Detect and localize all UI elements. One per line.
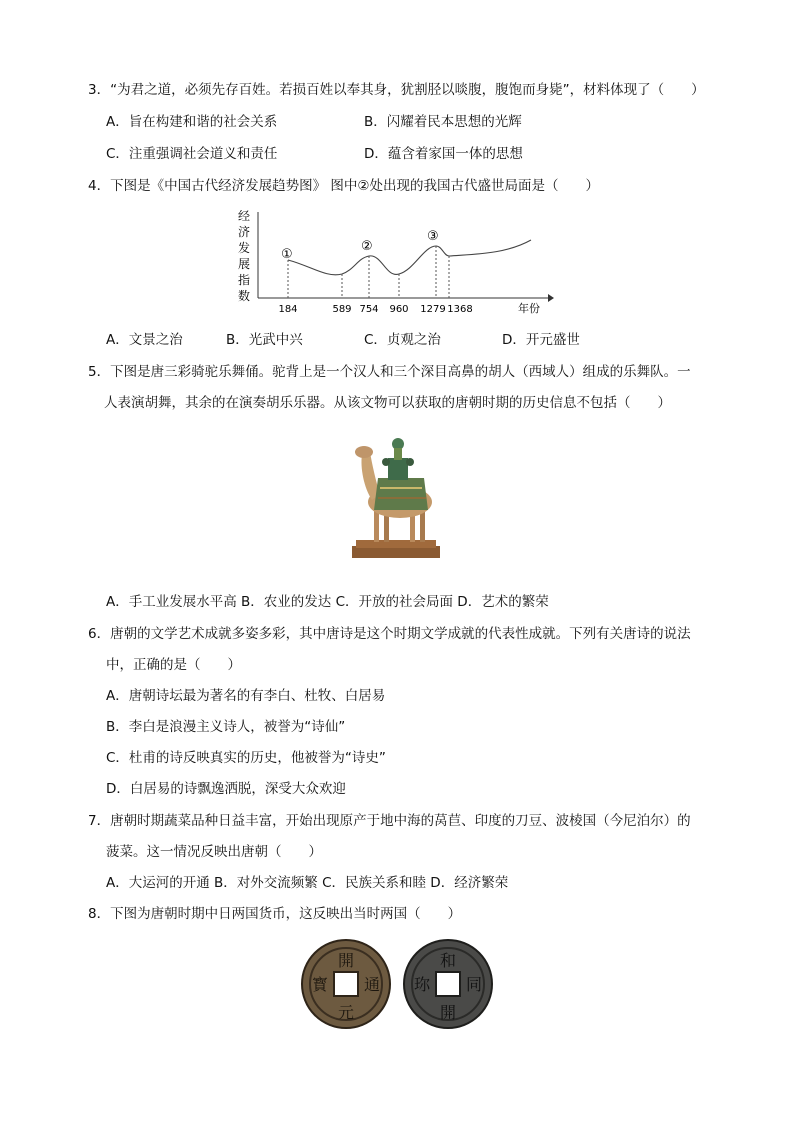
wado-kaichin-coin xyxy=(404,940,492,1028)
question-8-stem: 8．下图为唐朝时期中日两国货币，这反映出当时两国（ ） xyxy=(88,906,462,922)
question-3-option-b[interactable]: B．闪耀着民本思想的光辉 xyxy=(364,114,522,130)
economic-trend-svg xyxy=(236,208,556,318)
coin-char: 元 xyxy=(337,1003,355,1022)
camel-head xyxy=(355,446,373,458)
tick-label: 184 xyxy=(278,304,298,315)
question-5-stem-line1: 5．下图是唐三彩骑驼乐舞俑。驼背上是一个汉人和三个深目高鼻的胡人（西域人）组成的乐舞队。一 xyxy=(88,364,691,380)
question-7-stem-line2: 菠菜。这一情况反映出唐朝（ ） xyxy=(106,844,322,860)
saddle-cloth xyxy=(374,478,428,510)
question-3-option-a[interactable]: A．旨在构建和谐的社会关系 xyxy=(106,114,278,130)
coin-images xyxy=(298,938,496,1030)
coin-char: 同 xyxy=(465,975,483,994)
marker-2: ② xyxy=(361,239,373,254)
question-4-option-d[interactable]: D．开元盛世 xyxy=(502,332,580,348)
question-4-option-b[interactable]: B．光武中兴 xyxy=(226,332,303,348)
camel-leg xyxy=(420,510,425,542)
question-6-stem-line1: 6．唐朝的文学艺术成就多姿多彩，其中唐诗是这个时期文学成就的代表性成就。下列有关唐诗的说法 xyxy=(88,626,691,642)
tick-label: 589 xyxy=(332,304,352,315)
x-axis-label: 年份 xyxy=(518,302,540,315)
ylabel-char: 数 xyxy=(238,289,251,303)
coin-char: 開 xyxy=(439,1003,457,1022)
question-3-option-d[interactable]: D．蕴含着家国一体的思想 xyxy=(364,146,523,162)
tick-label: 754 xyxy=(359,304,379,315)
question-6-option-a[interactable]: A．唐朝诗坛最为著名的有李白、杜牧、白居易 xyxy=(106,688,386,704)
marker-3: ③ xyxy=(427,229,439,244)
camel-figurine-image xyxy=(350,428,442,568)
rider-head xyxy=(382,458,390,466)
ylabel-char: 发 xyxy=(238,241,251,255)
coin-char: 和 xyxy=(439,951,457,970)
coin-char: 珎 xyxy=(413,975,431,994)
question-4-option-a[interactable]: A．文景之治 xyxy=(106,332,183,348)
question-5-options[interactable]: A．手工业发展水平高 B．农业的发达 C．开放的社会局面 D．艺术的繁荣 xyxy=(106,594,549,610)
ylabel-char: 展 xyxy=(238,257,251,271)
question-7-stem-line1: 7．唐朝时期蔬菜品种日益丰富，开始出现原产于地中海的莴苣、印度的刀豆、波棱国（今尼泊尔）的 xyxy=(88,813,691,829)
ylabel-char: 济 xyxy=(238,225,251,239)
question-6-option-d[interactable]: D．白居易的诗飘逸洒脱，深受大众欢迎 xyxy=(106,781,346,797)
tick-label: 1368 xyxy=(447,304,473,315)
question-6-option-c[interactable]: C．杜甫的诗反映真实的历史，他被誉为“诗史” xyxy=(106,750,386,766)
coin-char: 寳 xyxy=(311,975,329,994)
question-3-option-c[interactable]: C．注重强调社会道义和责任 xyxy=(106,146,278,162)
question-7-options[interactable]: A．大运河的开通 B．对外交流频繁 C．民族关系和睦 D．经济繁荣 xyxy=(106,875,509,891)
question-3-stem: 3．“为君之道，必须先存百姓。若损百姓以奉其身，犹割胫以啖腹，腹饱而身毙”，材料体现了（ ） xyxy=(88,82,705,98)
x-axis-arrow xyxy=(548,294,554,302)
ylabel-char: 指 xyxy=(238,273,251,287)
rider-dancer xyxy=(394,448,402,460)
question-6-stem-line2: 中，正确的是（ ） xyxy=(106,657,241,673)
ylabel-char: 经 xyxy=(238,209,251,223)
question-4-stem: 4．下图是《中国古代经济发展趋势图》 图中②处出现的我国古代盛世局面是（ ） xyxy=(88,178,599,194)
question-6-option-b[interactable]: B．李白是浪漫主义诗人，被誉为“诗仙” xyxy=(106,719,346,735)
marker-1: ① xyxy=(281,247,293,262)
tick-label: 960 xyxy=(389,304,409,315)
question-5-stem-line2: 人表演胡舞，其余的在演奏胡乐乐器。从该文物可以获取的唐朝时期的历史信息不包括（ ） xyxy=(104,395,671,411)
trend-line xyxy=(288,240,531,275)
coins-svg xyxy=(298,938,496,1030)
question-4-option-c[interactable]: C．贞观之治 xyxy=(364,332,441,348)
rider-group xyxy=(388,458,408,480)
tang-sancai-camel-figure xyxy=(350,428,442,568)
tick-label: 1279 xyxy=(420,304,446,315)
coin-char: 開 xyxy=(337,951,355,970)
rider-head xyxy=(406,458,414,466)
economic-trend-chart xyxy=(236,208,556,318)
kaiyuan-tongbao-coin xyxy=(302,940,390,1028)
coin-char: 通 xyxy=(363,975,381,994)
